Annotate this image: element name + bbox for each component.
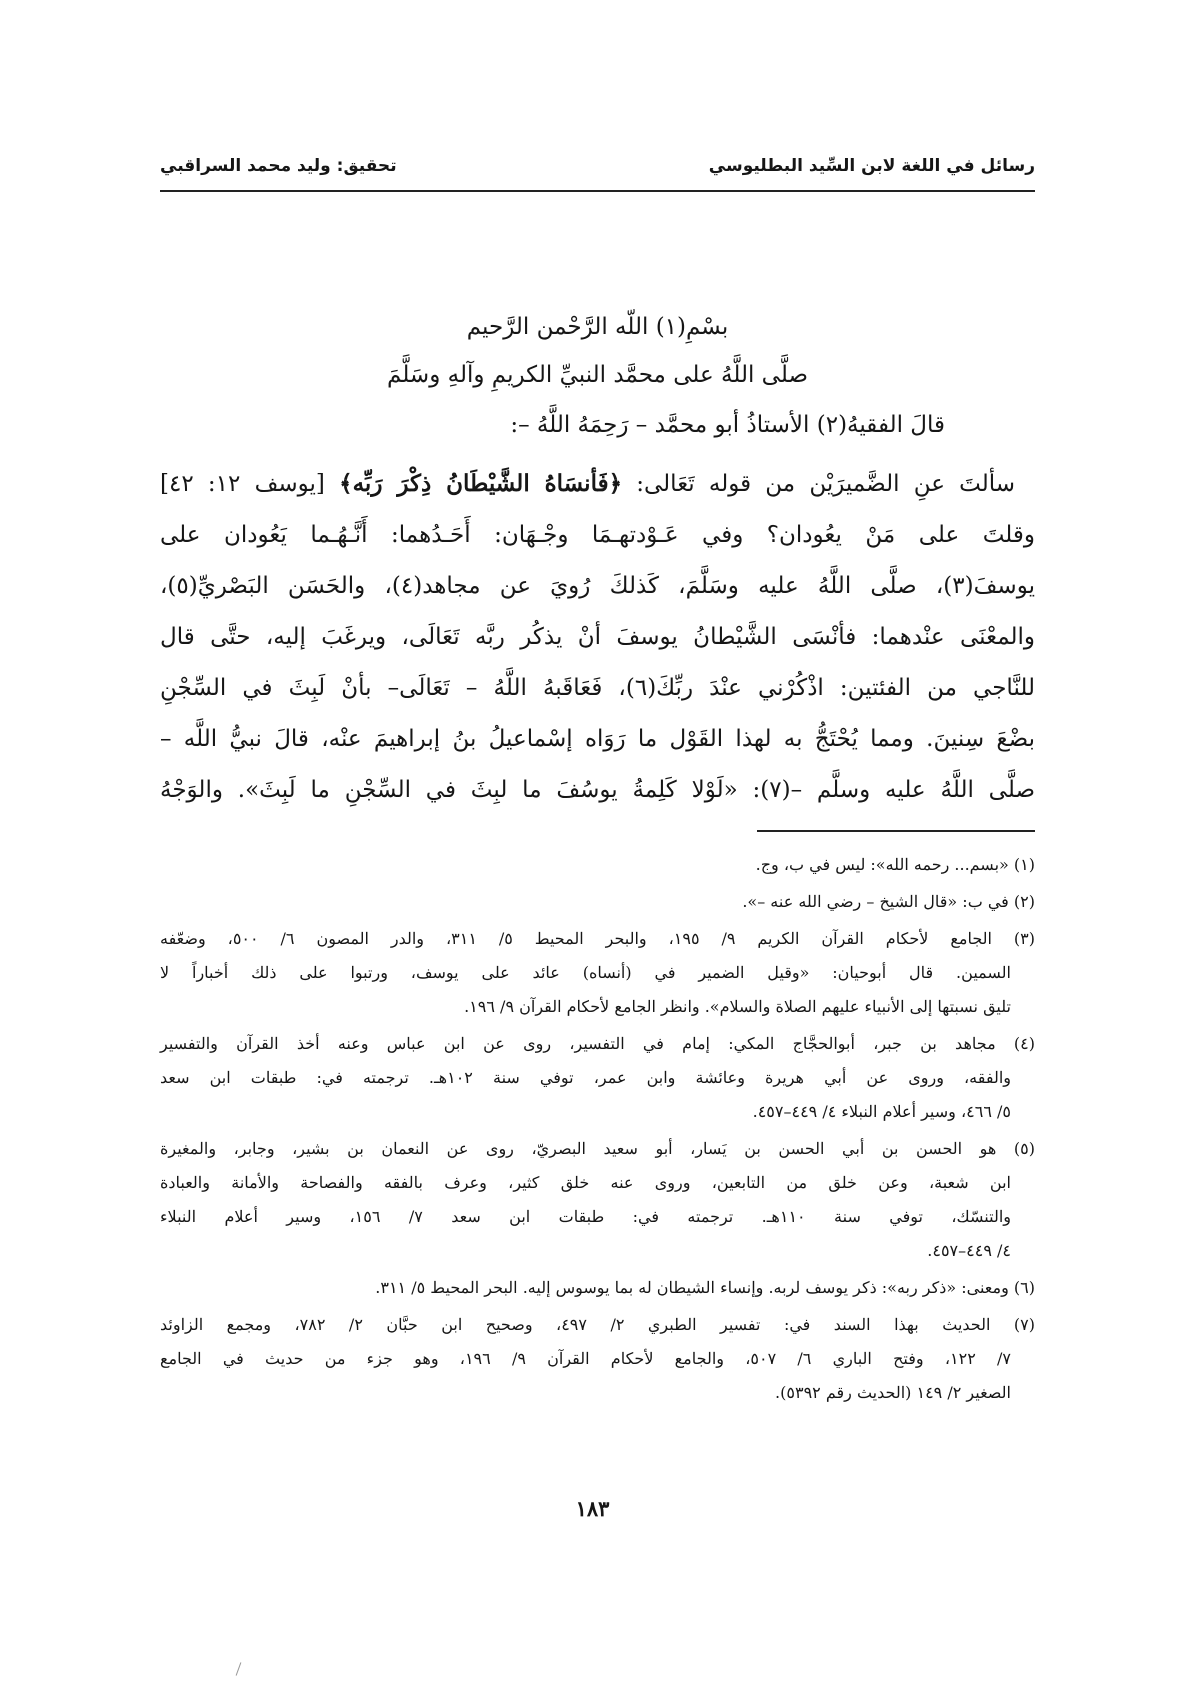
text-line: بضْعَ سِنينَ. ومما يُحْتَجُّ به لهذا القَوْل ما رَوَاه إسْماعيلُ بنُ إبراهيمَ عنْه، قالَ نبيُّ اللَّه – xyxy=(160,726,1035,752)
text-line: يوسفَ(٣)، صلَّى اللَّهُ عليه وسَلَّمَ، كَذلكَ رُويَ عن مجاهد(٤)، والحَسَن البَصْريِّ(٥)، xyxy=(160,573,1035,599)
footnote-5: (٥) هو الحسن بن أبي الحسن بن يَسار، أبو سعيد البصريّ، روى عن النعمان بن بشير، وجابر، والمغيرة ابن شعبة، وعن خلق من التابعين، وروى عنه خلق كثير، وعرف بالفقه والفصاحة والأمانة والعبادة والتنسّك، توفي سنة ١١٠هـ. ترجمته في: طبقات ابن سعد ٧/ ١٥٦، وسير أعلام النبلاء ٤/ ٤٤٩–٤٥٧. xyxy=(160,1139,1035,1260)
footnote-4: (٤) مجاهد بن جبر، أبوالحجَّاج المكي: إمام في التفسير، روى عن ابن عباس وعنه أخذ القرآن والتفسير والفقه، وروى عن أبي هريرة وعائشة وابن عمر، توفي سنة ١٠٢هـ. ترجمته في: طبقات ابن سعد ٥/ ٤٦٦، وسير أعلام النبلاء ٤/ ٤٤٩–٤٥٧. xyxy=(160,1034,1035,1121)
text-line: والمعْنَى عنْدهما: فأنْسَى الشَّيْطانُ يوسفَ أنْ يذكُر ربَّه تَعَالَى، ويرغَبَ إليه، حتَّى قال xyxy=(160,624,1035,650)
footnote-1: (١) «بسم... رحمه الله»: ليس في ب، وج. xyxy=(755,855,1035,874)
footnote-2: (٢) في ب: «قال الشيخ – رضي الله عنه –». xyxy=(742,892,1035,911)
basmala: بسْمِ(١) اللّه الرَّحْمن الرَّحيم xyxy=(466,314,729,340)
footnote-6: (٦) ومعنى: «ذكر ربه»: ذكر يوسف لربه. وإنساء الشيطان له بما يوسوس إليه. البحر المحيط ٥/ ٣١١. xyxy=(375,1278,1035,1297)
text-line: وقلتَ على مَنْ يعُودان؟ وفي عَـوْدتهـمَا وجْـهَان: أَحَـدُهما: أَنَّـهُـما يَعُودان على xyxy=(160,522,1035,548)
header-divider xyxy=(160,190,1035,192)
page-number: ١٨٣ xyxy=(575,1496,610,1521)
text-line: للنَّاجي من الفئتين: اذْكُرْني عنْدَ ربِّكَ(٦)، فَعَاقَبهُ اللَّهُ – تَعَالَى– بأنْ لَبِثَ في السِّجْنِ xyxy=(160,675,1036,701)
footnote-7: (٧) الحديث بهذا السند في: تفسير الطبري ٢/ ٤٩٧، وصحيح ابن حبَّان ٢/ ٧٨٢، ومجمع الزاوئد ٧/ ١٢٢، وفتح الباري ٦/ ٥٠٧، والجامع لأحكام القرآن ٩/ ١٩٦، وهو جزء من حديث في الجامع الصغير ٢/ ١٤٩ (الحديث رقم ٥٣٩٢). xyxy=(160,1315,1035,1402)
footnote-divider xyxy=(757,830,1035,832)
main-text xyxy=(160,458,1035,816)
salat-line: صلَّى اللَّهُ على محمَّد النبيِّ الكريمِ وآلهِ وسَلَّمَ xyxy=(387,362,808,388)
editor-credit: تحقيق: وليد محمد السراقبي xyxy=(160,156,397,176)
margin-mark xyxy=(236,1662,242,1675)
footnote-3: (٣) الجامع لأحكام القرآن الكريم ٩/ ١٩٥، والبحر المحيط ٥/ ٣١١، والدر المصون ٦/ ٥٠٠، وضعّفه السمين. قال أبوحيان: «وقيل الضمير في (أنساه) عائد على يوسف، ورتبوا على ذلك أخباراً لا تليق نسبتها إلى الأنبياء عليهم الصلاة والسلام». وانظر الجامع لأحكام القرآن ٩/ ١٩٦. xyxy=(160,929,1035,1016)
footnotes xyxy=(160,848,1035,1413)
book-title: رسائل في اللغة لابن السِّيد البطليوسي xyxy=(708,156,1035,176)
intro-line: قالَ الفقيهُ(٢) الأستاذُ أبو محمَّد – رَحِمَهُ اللَّهُ –: xyxy=(510,412,945,438)
text-line: سألتَ عنِ الضَّميرَيْن من قوله تَعَالى: ﴿فَأنسَاهُ الشَّيْطَانُ ذِكْرَ رَبِّه﴾ [يوسف ١٢: ٤٢] xyxy=(160,470,1015,497)
quran-verse: ﴿فَأنسَاهُ الشَّيْطَانُ ذِكْرَ رَبِّه﴾ xyxy=(339,470,623,497)
verse-reference: [يوسف ١٢: ٤٢] xyxy=(160,471,340,497)
text-line: صلَّى اللَّهُ عليه وسلَّم –(٧): «لَوْلا كَلِمةُ يوسُفَ ما لبِثَ في السِّجْنِ ما لَبِثَ». والوَجْهُ xyxy=(160,777,1035,803)
running-header xyxy=(160,156,1035,176)
